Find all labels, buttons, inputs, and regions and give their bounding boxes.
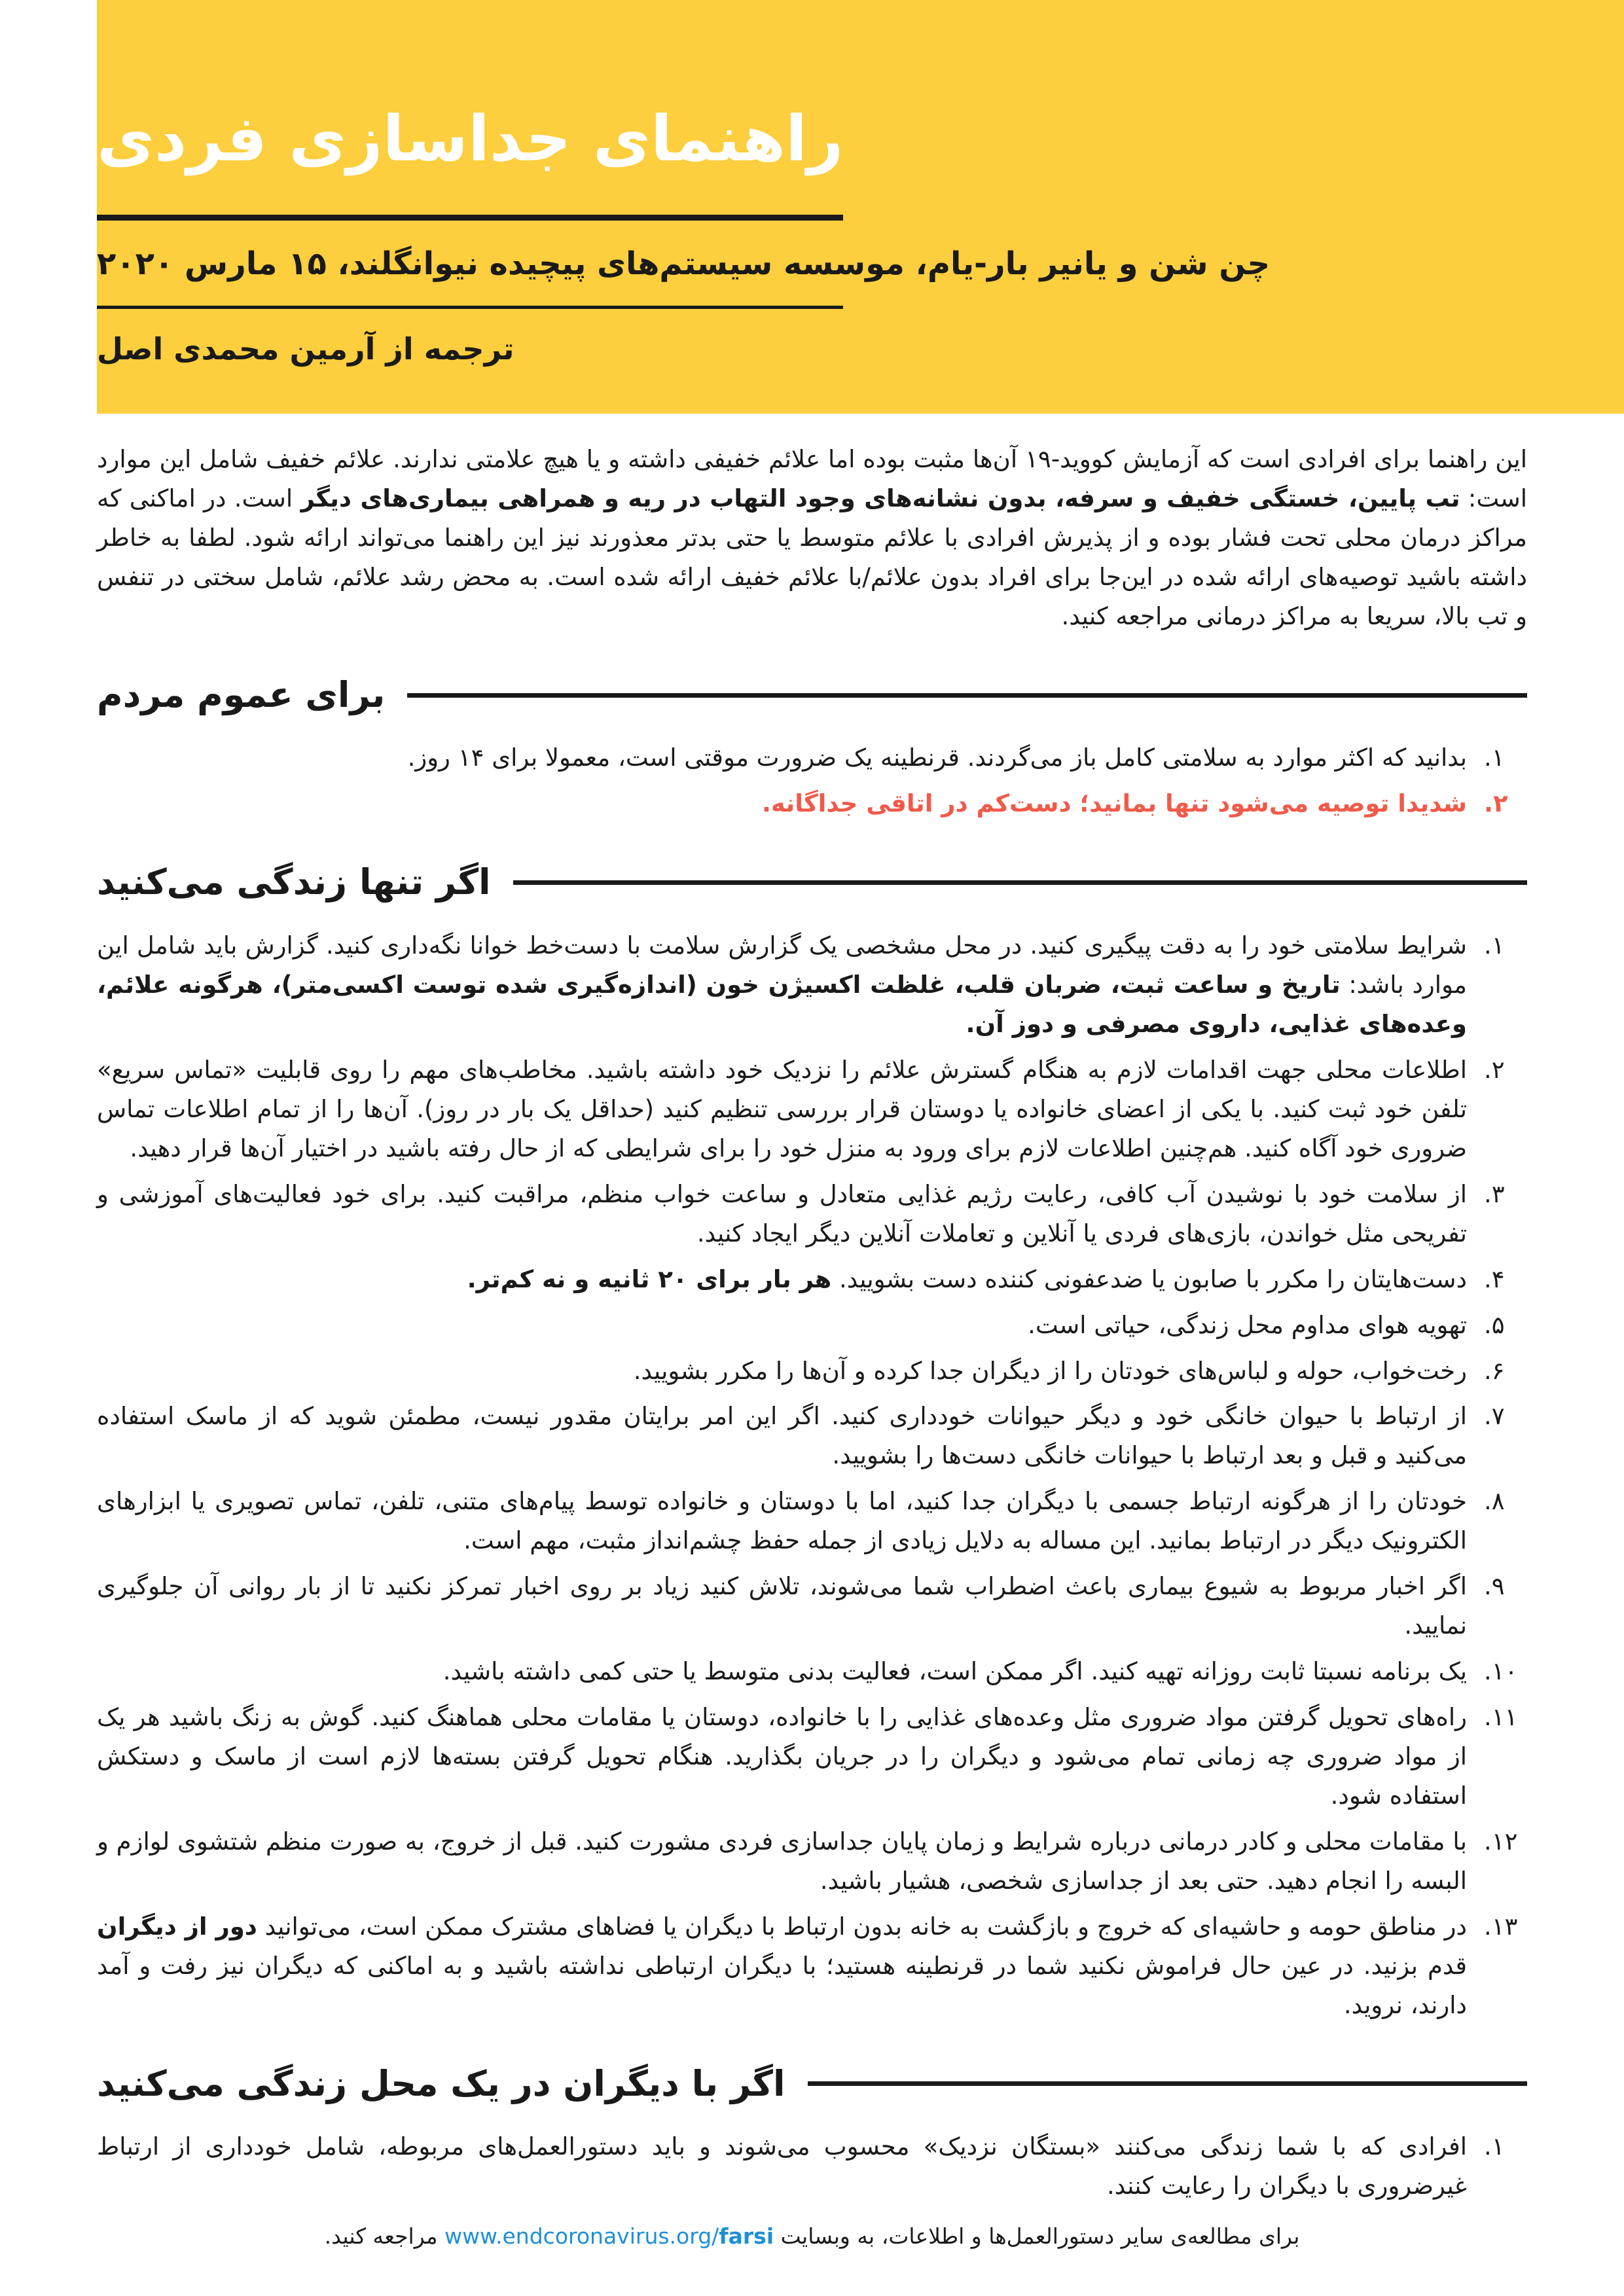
text-run: دست‌هایتان را مکرر با صابون یا ضدعفونی کننده دست بشویید. [831, 1265, 1467, 1293]
list-item-text [97, 926, 1467, 1044]
list-item [97, 1352, 1527, 1391]
page-title: راهنمای جداسازی فردی [97, 102, 844, 175]
list-item-text [97, 1260, 1467, 1299]
author-byline: چن شن و یانیر بار-یام، موسسه سیستم‌های پیچیده نیوانگلند، ۱۵ مارس ۲۰۲۰ [97, 245, 1271, 282]
list-item-number: ۱۳. [1484, 1912, 1518, 1941]
list-item-number: ۱۰. [1484, 1657, 1518, 1686]
list-item [97, 1397, 1527, 1475]
list-item-number: ۹. [1484, 1572, 1505, 1601]
text-run-bold: دور از دیگران [97, 1912, 257, 1941]
list-item-text: تهویه هوای مداوم محل زندگی، حیاتی است. [1028, 1310, 1467, 1339]
list-item [97, 1306, 1527, 1345]
list-item [97, 1698, 1527, 1816]
list-item-number: ۱. [1484, 931, 1505, 960]
list-item-number: ۷. [1484, 1402, 1505, 1431]
section-rule [808, 2081, 1528, 2086]
list-item-number: ۵. [1484, 1310, 1505, 1339]
text-run: شرایط سلامتی خود را به دقت پیگیری کنید. در محل مشخصی یک گزارش سلامت با دست‌خط خوانا نگه‌داری کنید. گزارش باید شامل این موارد باشد: [97, 931, 1468, 999]
list-item-number: ۶. [1484, 1356, 1505, 1385]
list-item [97, 926, 1527, 1044]
list-item-text: اگر اخبار مربوط به شیوع بیماری باعث اضطراب شما می‌شوند، تلاش کنید زیاد بر روی اخبار تمرکز نکنید تا از بار روانی آن جلوگیری نمایید. [97, 1572, 1467, 1640]
list-item-text: شدیدا توصیه می‌شود تنها بمانید؛ دست‌کم در اتاقی جداگانه. [761, 789, 1467, 818]
list-item [97, 1482, 1527, 1560]
list-item-text [97, 1907, 1467, 2025]
intro-text-part-2: است. در اماکنی که مراکز درمان محلی تحت فشار بوده و از پذیرش افرادی با علائم متوسط یا حتی بدتر معذورند نیز این راهنما می‌تواند ارائه شود. لطفا به خاطر داشته باشید توصیه‌های ارائه شده در این‌جا برای افراد بدون علائم/با علائم خفیف ارائه شده است. به محض رشد علائم، شامل سختی در تنفس و تب بالا، سریعا به مراکز درمانی مراجعه کنید. [97, 484, 1527, 630]
list-item-text: افرادی که با شما زندگی می‌کنند «بستگان نزدیک» محسوب می‌شوند و باید دستورالعمل‌های مربوطه، شامل خودداری از ارتباط غیرضروری با دیگران را رعایت کنند. [97, 2132, 1467, 2200]
list-item [97, 784, 1527, 823]
list-item [97, 1567, 1527, 1645]
footer-text-after: مراجعه کنید. [324, 2223, 445, 2249]
section-header-living-with-others [97, 2063, 1527, 2106]
list-item-number: ۴. [1484, 1265, 1505, 1293]
section-rule [513, 880, 1528, 885]
text-run-bold: تاریخ و ساعت ثبت، ضربان قلب، غلظت اکسیژن خون (اندازه‌گیری شده توست اکسی‌متر)، هرگونه علائم، وعده‌های غذایی، داروی مصرفی و دوز آن. [97, 971, 1467, 1039]
text-run-bold: هر بار برای ۲۰ ثانیه و نه کم‌تر. [467, 1265, 832, 1293]
list-item [97, 1822, 1527, 1901]
footer-text-before: برای مطالعه‌ی سایر دستورالعمل‌ها و اطلاعات، به وبسایت [774, 2223, 1300, 2249]
text-run: در مناطق حومه و حاشیه‌ای که خروج و بازگشت به خانه بدون ارتباط با دیگران یا فضاهای مشترک ممکن است، می‌توانید [257, 1912, 1467, 1941]
document-content [97, 440, 1527, 2212]
list-item [97, 1260, 1527, 1299]
section-title-living-with-others: اگر با دیگران در یک محل زندگی می‌کنید [97, 2062, 785, 2104]
translator-credit: ترجمه از آرمین محمدی اصل [97, 331, 514, 367]
section-header-public [97, 674, 1527, 717]
section-header-living-alone [97, 861, 1527, 904]
list-item-number: ۸. [1484, 1487, 1505, 1516]
intro-paragraph [97, 440, 1527, 636]
list-item [97, 2127, 1527, 2206]
list-item [97, 1050, 1527, 1168]
list-item-text: خودتان را از هرگونه ارتباط جسمی با دیگران جدا کنید، اما با دوستان و خانواده توسط پیام‌های متنی، تلفن، تماس تصویری یا ابزارهای الکترونیک دیگر در ارتباط بمانید. این مساله به دلایل زیادی از جمله حفظ چشم‌انداز مثبت، مهم است. [97, 1487, 1467, 1555]
footer [97, 2220, 1527, 2253]
list-item-text: از سلامت خود با نوشیدن آب کافی، رعایت رژیم غذایی متعادل و ساعت خواب منظم، مراقبت کنید. برای خود فعالیت‌های آموزشی و تفریحی مثل خواندن، بازی‌های فردی یا آنلاین و تعاملات آنلاین دیگر ایجاد کنید. [97, 1179, 1467, 1247]
list-public [97, 738, 1527, 823]
list-item-number: ۲. [1484, 1055, 1505, 1084]
list-item [97, 1652, 1527, 1691]
section-rule [407, 693, 1527, 698]
list-living-with-others [97, 2127, 1527, 2206]
list-item-number: ۲. [1484, 789, 1508, 818]
list-living-alone [97, 926, 1527, 2024]
list-item-text: بدانید که اکثر موارد به سلامتی کامل باز می‌گردند. قرنطینه یک ضرورت موقتی است، معمولا برای ۱۴ روز. [407, 744, 1467, 772]
website-link-path: farsi [719, 2223, 774, 2249]
list-item [97, 1907, 1527, 2025]
list-item-number: ۱۲. [1484, 1827, 1518, 1856]
header-banner [97, 0, 1624, 414]
intro-bold-symptoms: تب پایین، خستگی خفیف و سرفه، بدون نشانه‌های وجود التهاب در ریه و همراهی بیماری‌های دیگر [300, 484, 1460, 512]
list-item-text: رخت‌خواب، حوله و لباس‌های خودتان را از دیگران جدا کرده و آن‌ها را مکرر بشویید. [633, 1356, 1467, 1385]
website-link-base: www.endcoronavirus.org/ [444, 2223, 719, 2249]
list-item-number: ۳. [1484, 1179, 1505, 1208]
list-item-text: راه‌های تحویل گرفتن مواد ضروری مثل وعده‌های غذایی را با خانواده، دوستان یا مقامات محلی هماهنگ کنید. گوش به زنگ باشید هر یک از مواد ضروری چه زمانی تمام می‌شود و دیگران را در جریان بگذارید. هنگام تحویل گرفتن بسته‌ها لازم است از ماسک و دستکش استفاده شود. [97, 1703, 1467, 1810]
list-item-text: از ارتباط با حیوان خانگی خود و دیگر حیوانات خودداری کنید. اگر این امر برایتان مقدور نیست، مطمئن شوید که از ماسک استفاده می‌کنید و قبل و بعد ارتباط با حیوانات خانگی دست‌ها را بشویید. [97, 1402, 1467, 1470]
list-item [97, 738, 1527, 778]
text-run: قدم بزنید. در عین حال فراموش نکنید شما در قرنطینه هستید؛ با دیگران ارتباطی نداشته باشید و به اماکنی که دیگران نیز رفت و آمد دارند، نروید. [97, 1951, 1467, 2019]
section-title-living-alone: اگر تنها زندگی می‌کنید [97, 861, 491, 903]
intro-text-part-1: این راهنما برای افرادی است که آزمایش کووید-۱۹ آن‌ها مثبت بوده اما علائم خفیفی داشته و یا هیچ علامتی ندارند. علائم خفیف شامل این موارد است: [97, 445, 1527, 512]
list-item-text: یک برنامه نسبتا ثابت روزانه تهیه کنید. اگر ممکن است، فعالیت بدنی متوسط یا حتی کمی داشته باشید. [442, 1657, 1467, 1686]
list-item [97, 1175, 1527, 1253]
list-item-number: ۱. [1484, 744, 1505, 772]
list-item-text: با مقامات محلی و کادر درمانی درباره شرایط و زمان پایان جداسازی فردی مشورت کنید. قبل از خروج، به صورت منظم شتشوی لوازم و البسه را انجام دهید. حتی بعد از جداسازی شخصی، هشیار باشید. [97, 1827, 1467, 1895]
header-divider-thick [97, 215, 843, 221]
list-item-text: اطلاعات محلی جهت اقدامات لازم به هنگام گسترش علائم را نزدیک خود داشته باشید. مخاطب‌های مهم را روی قابلیت «تماس سریع» تلفن خود ثبت کنید. با یکی از اعضای خانواده یا دوستان قرار بررسی تنظیم کنید (حداقل یک بار در روز). آن‌ها را از تمام اطلاعات تماس ضروری خود آگاه کنید. هم‌چنین اطلاعات لازم برای ورود به منزل خود را برای شرایطی که از حال رفته باشید در اختیار آن‌ها قرار دهید. [97, 1055, 1467, 1162]
list-item-number: ۱. [1484, 2132, 1505, 2161]
list-item-number: ۱۱. [1484, 1703, 1518, 1732]
website-link[interactable] [444, 2223, 774, 2249]
header-divider-thin [97, 306, 843, 309]
section-title-public: برای عموم مردم [97, 673, 386, 715]
